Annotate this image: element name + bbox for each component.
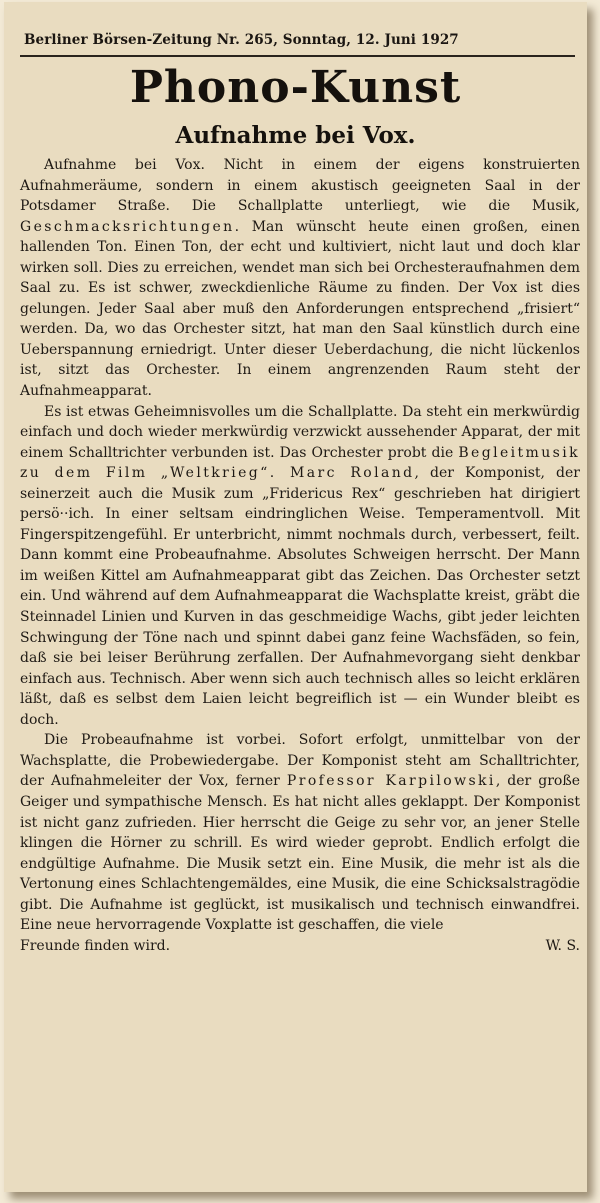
subheadline: Aufnahme bei Vox. bbox=[175, 122, 416, 149]
paragraph-1-text-a: Aufnahme bei Vox. Nicht in einem der eigens konstruierten Aufnahmeräume, sondern in einem akustisch geeigneten Saal in der Potsdamer Straße. Die Schallplatte unterliegt, wie die Musik, bbox=[20, 157, 580, 215]
paragraph-3-last-line: Freunde finden wird. bbox=[20, 937, 171, 954]
paragraph-3-text-b: , der große Geiger und sympathische Mensch. Es hat nicht alles geklappt. Der Komponist ist nicht ganz zufrieden. Hier herrscht die Geige zu sehr vor, an jener Stelle klingen die Hörner zu schrill. Es wird wieder geprobt. Endlich erfolgt die endgültige Aufnahme. Die Musik setzt ein. Eine Musik, die mehr ist als die Vertonung eines Schlachtengemäldes, eine Musik, die eine Schicksalstragödie gibt. Die Aufnahme ist geglückt, ist musikalisch und technisch einwandfrei. Eine neue hervorragende Voxplatte ist geschaffen, die viele bbox=[20, 773, 580, 934]
header-rule bbox=[20, 55, 575, 57]
closing-line bbox=[20, 936, 580, 957]
paragraph-1-text-b: . Man wünscht heute einen großen, einen hallenden Ton. Einen Ton, der echt und kultiviert, nicht laut und doch klar wirken soll. Dies zu erreichen, wendet man sich bei Orchesteraufnahmen dem Saal zu. Es ist schwer, zweckdienliche Räume zu finden. Der Vox ist dies gelungen. Jeder Saal aber muß den Anforderungen entsprechend „frisiert“ werden. Da, wo das Orchester sitzt, hat man den Saal künstlich durch eine Ueberspannung erniedrigt. Unter dieser Ueberdachung, die nicht lückenlos ist, sitzt das Orchester. In einem angrenzenden Raum steht der Aufnahmeapparat. bbox=[20, 218, 580, 400]
paragraph-3-text-a: Die Probeaufnahme ist vorbei. Sofort erfolgt, unmittelbar von der Wachsplatte, die Probewiedergabe. Der Komponist steht am Schalltrichter, der Aufnahmeleiter der Vox, ferner bbox=[20, 732, 580, 790]
newspaper-clipping bbox=[4, 2, 587, 1192]
spaced-emphasis: Begleitmusik zu dem Film „Weltkrieg“. Marc Roland bbox=[20, 444, 580, 482]
masthead: Berliner Börsen-Zeitung Nr. 265, Sonntag, 12. Juni 1927 bbox=[24, 32, 459, 48]
paragraph-1 bbox=[20, 155, 580, 402]
paragraph-2-text-a: Es ist etwas Geheimnisvolles um die Schallplatte. Da steht ein merkwürdig einfach und doch wieder merkwürdig verzwickt aussehender Apparat, der mit einem Schalltrichter verbunden ist. Das Orchester probt die bbox=[20, 403, 580, 461]
author-signature: W. S. bbox=[545, 937, 580, 954]
paragraph-2 bbox=[20, 402, 580, 731]
paragraph-3 bbox=[20, 730, 580, 935]
article-body bbox=[20, 155, 580, 956]
headline: Phono-Kunst bbox=[129, 62, 462, 113]
spaced-emphasis: Professor Karpilowski bbox=[286, 773, 496, 790]
spaced-emphasis: Geschmacksrichtungen bbox=[20, 218, 235, 235]
paragraph-2-text-b: , der Komponist, der seinerzeit auch die Musik zum „Fridericus Rex“ geschrieben hat dirigiert persö··ich. In einer seltsam eindringlichen Weise. Temperamentvoll. Mit Fingerspitzengefühl. Er unterbricht, nimmt nochmals durch, verbessert, feilt. Dann kommt eine Probeaufnahme. Absolutes Schweigen herrscht. Der Mann im weißen Kittel am Aufnahmeapparat gibt das Zeichen. Das Orchester setzt ein. Und während auf dem Aufnahmeapparat die Wachsplatte kreist, gräbt die Steinnadel Linien und Kurven in das geschmeidige Wachs, gibt jeder leichten Schwingung der Töne nach und spinnt dabei ganz feine Wachsfäden, so fein, daß sie bei leiser Berührung zerfallen. Der Aufnahmevorgang sieht denkbar einfach aus. Technisch. Aber wenn sich auch technisch alles so leicht erklären läßt, daß es selbst dem Laien leicht begreiflich ist — ein Wunder bleibt es doch. bbox=[20, 465, 580, 728]
